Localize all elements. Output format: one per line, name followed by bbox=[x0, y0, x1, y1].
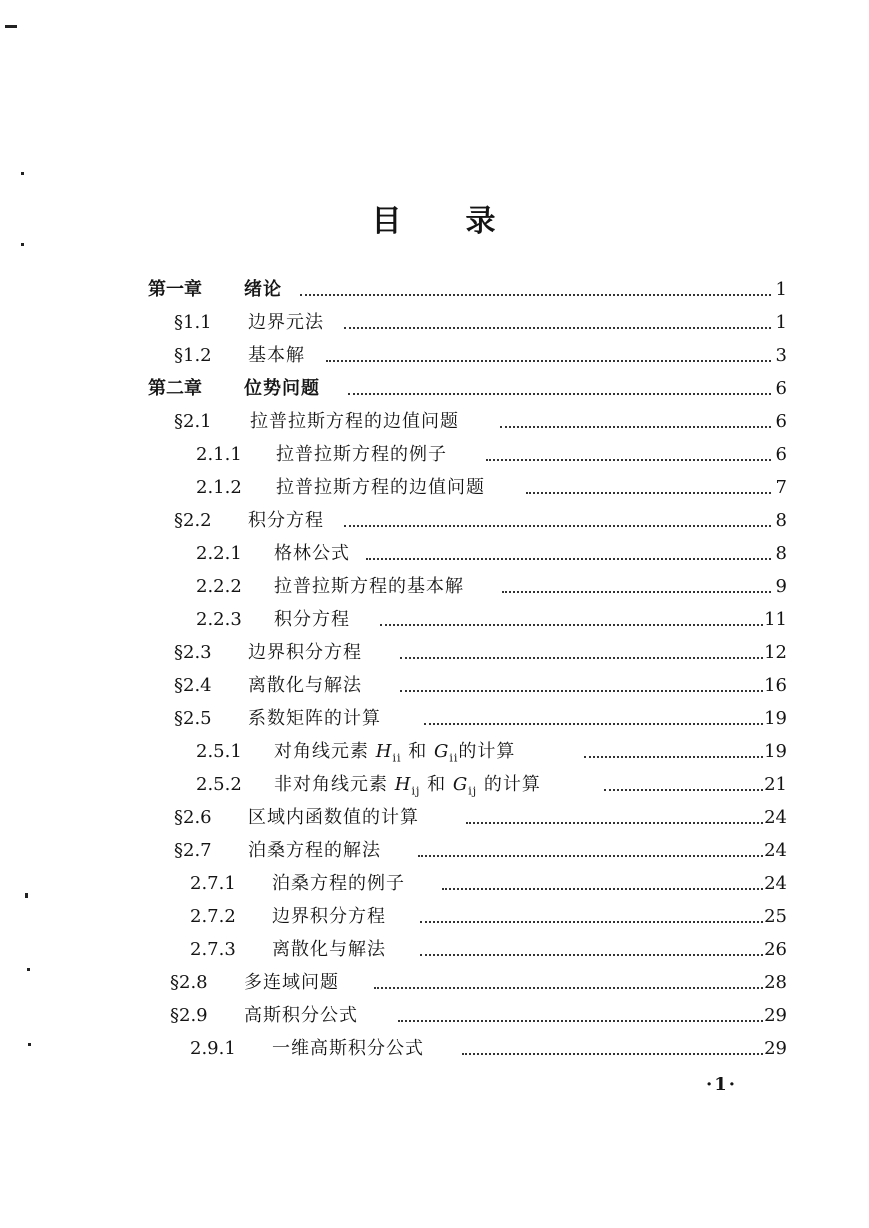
toc-leader-dots bbox=[526, 492, 771, 494]
toc-entry-section[interactable] bbox=[0, 339, 869, 372]
toc-entry-section[interactable] bbox=[0, 306, 869, 339]
toc-entry-number: §2.7 bbox=[174, 840, 212, 861]
toc-leader-dots bbox=[420, 921, 763, 923]
toc-entry-number: 第二章 bbox=[148, 378, 202, 399]
toc-entry-page: 26 bbox=[764, 939, 787, 960]
toc-entry-page: 6 bbox=[775, 411, 787, 432]
toc-leader-dots bbox=[500, 426, 771, 428]
toc-leader-dots bbox=[400, 657, 763, 659]
toc-entry-title: 积分方程 bbox=[274, 609, 350, 630]
toc-leader-dots bbox=[604, 789, 763, 791]
toc-entry-title: 基本解 bbox=[248, 345, 305, 366]
toc-entry-page: 24 bbox=[764, 840, 787, 861]
toc-leader-dots bbox=[466, 822, 763, 824]
toc-leader-dots bbox=[398, 1020, 763, 1022]
toc-entry-title: 拉普拉斯方程的边值问题 bbox=[250, 411, 459, 432]
page-number: ·1· bbox=[706, 1074, 738, 1095]
toc-entry-subsection[interactable] bbox=[0, 570, 869, 603]
toc-entry-title: 系数矩阵的计算 bbox=[248, 708, 381, 729]
toc-leader-dots bbox=[366, 558, 771, 560]
toc-entry-title: 一维高斯积分公式 bbox=[272, 1038, 424, 1059]
toc-leader-dots bbox=[424, 723, 763, 725]
toc-entry-subsection[interactable] bbox=[0, 438, 869, 471]
toc-entry-number: 2.2.3 bbox=[196, 609, 242, 630]
toc-entry-chapter-2[interactable] bbox=[0, 372, 869, 405]
scan-mark bbox=[5, 25, 17, 28]
toc-entry-title: 泊桑方程的解法 bbox=[248, 840, 381, 861]
toc-entry-number: §2.5 bbox=[174, 708, 212, 729]
toc-entry-section[interactable] bbox=[0, 801, 869, 834]
toc-entry-page: 16 bbox=[764, 675, 787, 696]
toc-entry-title: 拉普拉斯方程的边值问题 bbox=[276, 477, 485, 498]
toc-entry-page: 1 bbox=[775, 279, 787, 300]
toc-entry-page: 11 bbox=[764, 609, 787, 630]
toc-entry-section[interactable] bbox=[0, 636, 869, 669]
toc-leader-dots bbox=[502, 591, 771, 593]
toc-entry-subsection[interactable] bbox=[0, 1032, 869, 1065]
toc-entry-title: 高斯积分公式 bbox=[244, 1005, 358, 1026]
toc-entry-number: §1.2 bbox=[174, 345, 212, 366]
toc-entry-title: 边界积分方程 bbox=[248, 642, 362, 663]
toc-title-part: 的计算 bbox=[483, 774, 541, 795]
toc-entry-page: 6 bbox=[775, 444, 787, 465]
toc-leader-dots bbox=[300, 294, 771, 296]
toc-entry-number: §2.4 bbox=[174, 675, 212, 696]
toc-entry-number: §2.1 bbox=[174, 411, 212, 432]
toc-entry-title: 区域内函数值的计算 bbox=[248, 807, 419, 828]
toc-entry-title: 拉普拉斯方程的例子 bbox=[276, 444, 447, 465]
toc-entry-number: §2.2 bbox=[174, 510, 212, 531]
toc-entry-number: 2.7.1 bbox=[190, 873, 236, 894]
subscript: ii bbox=[449, 751, 459, 765]
toc-entry-page: 24 bbox=[764, 873, 787, 894]
toc-entry-title: 位势问题 bbox=[244, 378, 320, 399]
toc-entry-subsection[interactable] bbox=[0, 603, 869, 636]
toc-leader-dots bbox=[420, 954, 763, 956]
toc-entry-title: 格林公式 bbox=[274, 543, 350, 564]
toc-leader-dots bbox=[348, 393, 771, 395]
toc-entry-page: 25 bbox=[764, 906, 787, 927]
toc-entry-title: 拉普拉斯方程的基本解 bbox=[274, 576, 464, 597]
toc-entry-title: 边界积分方程 bbox=[272, 906, 386, 927]
toc-leader-dots bbox=[374, 987, 763, 989]
toc-entry-section[interactable] bbox=[0, 504, 869, 537]
matrix-symbol-g: G bbox=[452, 774, 469, 795]
toc-entry-page: 19 bbox=[764, 741, 787, 762]
subscript: ij bbox=[411, 784, 421, 798]
toc-title-part: 和 bbox=[427, 774, 447, 795]
subscript: ij bbox=[468, 784, 478, 798]
matrix-symbol-h: H bbox=[375, 741, 393, 762]
scan-mark bbox=[21, 172, 24, 175]
matrix-symbol-g: G bbox=[433, 741, 450, 762]
toc-entry-title: 多连域问题 bbox=[244, 972, 339, 993]
toc-entry-number: 2.7.2 bbox=[190, 906, 236, 927]
toc-entry-number: 2.7.3 bbox=[190, 939, 236, 960]
toc-entry-section[interactable] bbox=[0, 834, 869, 867]
toc-entry-number: §2.9 bbox=[170, 1005, 208, 1026]
toc-entry-subsection[interactable] bbox=[0, 471, 869, 504]
toc-leader-dots bbox=[400, 690, 763, 692]
toc-leader-dots bbox=[344, 327, 771, 329]
toc-entry-page: 21 bbox=[764, 774, 787, 795]
toc-entry-chapter-1[interactable] bbox=[0, 273, 869, 306]
toc-leader-dots bbox=[584, 756, 763, 758]
toc-entry-section[interactable] bbox=[0, 405, 869, 438]
toc-entry-number: §2.3 bbox=[174, 642, 212, 663]
toc-entry-number: 2.5.1 bbox=[196, 741, 242, 762]
toc-entry-section[interactable] bbox=[0, 999, 869, 1032]
toc-leader-dots bbox=[486, 459, 771, 461]
toc-entry-number: 2.5.2 bbox=[196, 774, 242, 795]
toc-entry-title: 泊桑方程的例子 bbox=[272, 873, 405, 894]
toc-title-part: 对角线元素 bbox=[274, 741, 369, 762]
toc-entry-number: §1.1 bbox=[174, 312, 212, 333]
toc-entry-title: 离散化与解法 bbox=[272, 939, 386, 960]
toc-title-part: 的计算 bbox=[458, 741, 516, 762]
toc-leader-dots bbox=[344, 525, 771, 527]
toc-entry-page: 29 bbox=[764, 1005, 787, 1026]
toc-entry-title: 边界元法 bbox=[248, 312, 324, 333]
toc-leader-dots bbox=[418, 855, 763, 857]
toc-leader-dots bbox=[326, 360, 771, 362]
toc-entry-section[interactable] bbox=[0, 669, 869, 702]
toc-entry-number: 2.1.1 bbox=[196, 444, 242, 465]
toc-entry-number: 2.1.2 bbox=[196, 477, 242, 498]
toc-entry-title: 离散化与解法 bbox=[248, 675, 362, 696]
toc-entry-section[interactable] bbox=[0, 702, 869, 735]
toc-entry-page: 29 bbox=[764, 1038, 787, 1059]
toc-leader-dots bbox=[380, 624, 763, 626]
toc-entry-page: 6 bbox=[775, 378, 787, 399]
toc-entry-subsection[interactable] bbox=[0, 900, 869, 933]
toc-entry-number: 2.9.1 bbox=[190, 1038, 236, 1059]
subscript: ii bbox=[392, 751, 402, 765]
toc-entry-page: 8 bbox=[775, 543, 787, 564]
toc-entry-page: 1 bbox=[775, 312, 787, 333]
toc-entry-number: 2.2.1 bbox=[196, 543, 242, 564]
toc-entry-number: §2.6 bbox=[174, 807, 212, 828]
toc-entry-title: 积分方程 bbox=[248, 510, 324, 531]
matrix-symbol-h: H bbox=[394, 774, 412, 795]
toc-entry-subsection[interactable] bbox=[0, 537, 869, 570]
toc-entry-section[interactable] bbox=[0, 966, 869, 999]
toc-entry-page: 28 bbox=[764, 972, 787, 993]
toc-entry-page: 8 bbox=[775, 510, 787, 531]
toc-entry-number: 2.2.2 bbox=[196, 576, 242, 597]
toc-entry-number: 第一章 bbox=[148, 279, 202, 300]
toc-entry-title: 绪论 bbox=[244, 279, 282, 300]
toc-leader-dots bbox=[442, 888, 763, 890]
title-char-left: 目 bbox=[371, 204, 404, 239]
toc-title-part: 非对角线元素 bbox=[274, 774, 388, 795]
toc-entry-page: 9 bbox=[775, 576, 787, 597]
toc-leader-dots bbox=[462, 1053, 763, 1055]
toc-entry-subsection[interactable] bbox=[0, 867, 869, 900]
toc-entry-subsection[interactable] bbox=[0, 933, 869, 966]
title-char-right: 录 bbox=[465, 204, 498, 239]
toc-entry-page: 12 bbox=[764, 642, 787, 663]
toc-entry-page: 19 bbox=[764, 708, 787, 729]
toc-entry-page: 7 bbox=[775, 477, 787, 498]
toc-entry-subsection[interactable] bbox=[0, 768, 869, 801]
toc-entry-number: §2.8 bbox=[170, 972, 208, 993]
scan-mark bbox=[21, 243, 24, 246]
page-title bbox=[0, 196, 869, 240]
toc-entry-subsection[interactable] bbox=[0, 735, 869, 768]
toc-entry-page: 3 bbox=[775, 345, 787, 366]
toc-entry-page: 24 bbox=[764, 807, 787, 828]
toc-title-part: 和 bbox=[408, 741, 428, 762]
